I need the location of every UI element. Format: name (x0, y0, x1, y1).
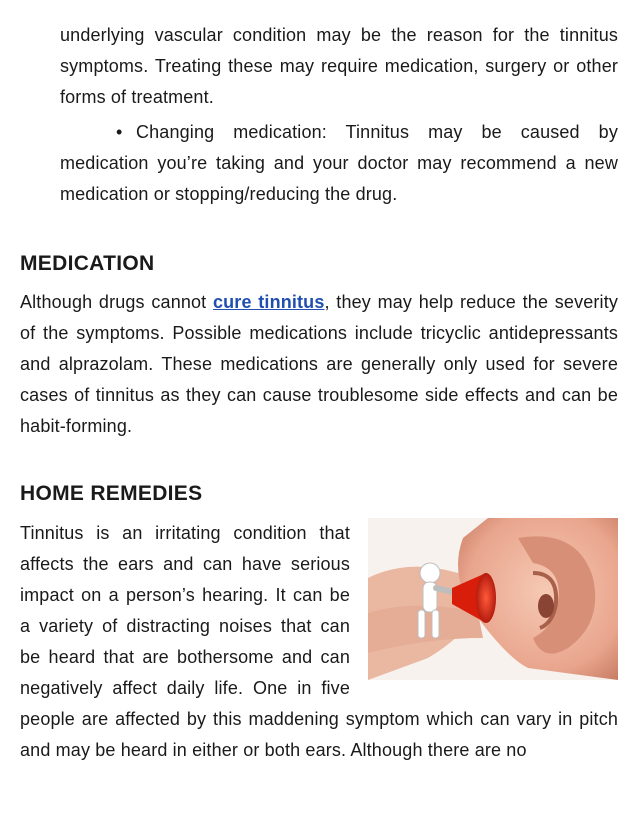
intro-paragraph: underlying vascular condition may be the reason for the tinnitus symptoms. Treating these may require medication, surgery or other forms of treatment. (60, 25, 618, 107)
bullet-text: Changing medication: Tinnitus may be caused by medication you’re taking and your doctor may recommend a new medication or stopping/reducing the drug. (60, 122, 618, 204)
ear-megaphone-illustration (368, 518, 618, 680)
medication-text-after: , they may help reduce the severity of the symptoms. Possible medications include tricyclic antidepressants and alprazolam. These medications are generally only used for severe cases of tinnitus as they can cause troublesome side effects and can be habit-forming. (20, 292, 618, 436)
medication-text-before: Although drugs cannot (20, 292, 213, 312)
home-remedies-paragraph: Tinnitus is an irritating condition that affects the ears and can have serious impact on a person’s hearing. It can be a variety of distracting noises that can be heard that are bothersome and can negatively affect daily life. One in five people are affected by this maddening symptom which can vary in pitch and may be heard in either or both ears. Although there are no (20, 523, 618, 760)
medication-paragraph (20, 287, 618, 442)
home-remedies-section (20, 518, 618, 766)
intro-section (60, 20, 618, 210)
medication-heading: MEDICATION (20, 252, 155, 275)
cure-tinnitus-link[interactable]: cure tinnitus (213, 292, 325, 312)
bullet-item (60, 117, 618, 210)
home-remedies-heading: HOME REMEDIES (20, 482, 203, 505)
bullet-symbol: • (116, 122, 123, 142)
